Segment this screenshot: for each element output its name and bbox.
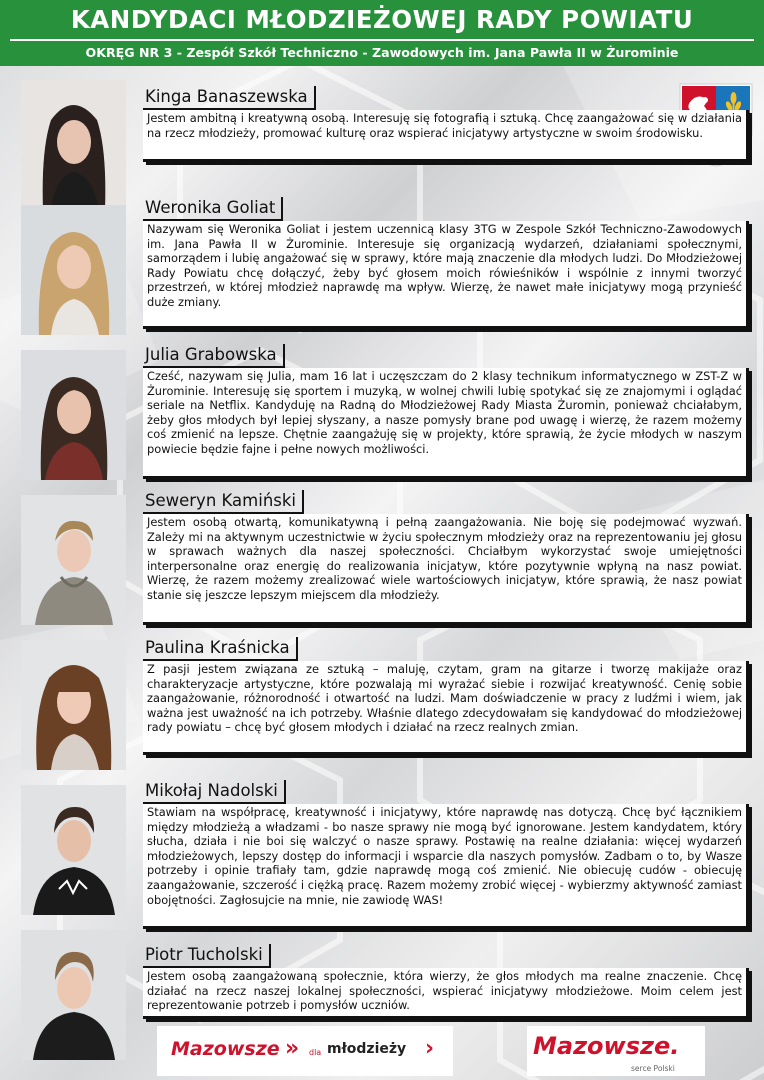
mazowsze-dla-mlodziezy-logo bbox=[157, 1026, 453, 1076]
logo-dla: dla bbox=[309, 1048, 322, 1057]
candidate-name: Kinga Banaszewska bbox=[143, 86, 316, 110]
candidate-photo bbox=[21, 205, 126, 335]
logo-tagline: serce Polski bbox=[631, 1064, 675, 1073]
candidate-name: Weronika Goliat bbox=[143, 197, 283, 221]
candidate-bio: Cześć, nazywam się Julia, mam 16 lat i uczęszczam do 2 klasy technikum informatycznego w ZST-Z w Żurominie. Interesuję się sportem i muzyką, w wolnej chwili lubię spotykać się ze znajomymi i oglądać seriale na Netflix. Kandyduję na Radną do Młodzieżowej Rady Miasta Żuromin, ponieważ chciałabym, żeby głos młodych był lepiej słyszany, a nasze pomysły brane pod uwagę i wierzę, że razem możemy coś zmienić na lepsze. Chętnie zaangażuję się w projekty, które sprawią, że życie młodych w naszym powiecie będzie fajne i pełne nowych możliwości. bbox=[143, 368, 749, 479]
mazowsze-serce-polski-logo bbox=[527, 1026, 705, 1076]
candidate-photo bbox=[21, 80, 126, 210]
candidate-name: Piotr Tucholski bbox=[143, 944, 271, 968]
double-chevron-icon: » bbox=[285, 1036, 300, 1061]
candidate-bio: Stawiam na współpracę, kreatywność i inicjatywy, które naprawdę nas dotyczą. Chcę być łącznikiem między młodzieżą a władzami - bo nasze sprawy nie mogą być ignorowane. Jestem kandydatem, który słucha, działa i nie boi się walczyć o nasze sprawy. Postawię na realne działania: więcej wydarzeń młodzieżowych, lepszy dostęp do informacji i wsparcie dla naszych pomysłów. Zadbam o to, by Wasze potrzeby i opinie trafiały tam, gdzie naprawdę mogą coś zmienić. Nie obiecuję cudów - obiecuję zaangażowanie, szczerość i ciężką pracę. Razem możemy zrobić więcej - wybierzmy aktywność zamiast obojętności. Zagłosujcie na mnie, nie zawiodę WAS! bbox=[143, 804, 749, 929]
candidate-bio: Jestem osobą otwartą, komunikatywną i pełną zaangażowania. Nie boję się podejmować wyzwań. Zależy mi na aktywnym uczestnictwie w życiu społecznym młodzieży oraz na reprezentowaniu jej głosu w sprawach ważnych dla naszej społeczności. Chciałbym wykorzystać swoje umiejętności interpersonalne oraz energię do realizowania inicjatyw, które pozytywnie wpłyną na nasz powiat. Wierzę, że razem możemy zrealizować wiele wartościowych inicjatyw, które sprawią, że nasz powiat stanie się jeszcze lepszym miejscem dla młodzieży. bbox=[143, 514, 749, 625]
candidate-photo bbox=[21, 930, 126, 1060]
title-divider bbox=[10, 39, 754, 41]
header-band bbox=[0, 0, 764, 66]
candidate-bio: Jestem ambitną i kreatywną osobą. Interesuję się fotografią i sztuką. Chcę zaangażować się w działania na rzecz młodzieży, promować kulturę oraz wspierać inicjatywy artystyczne w swoim środowisku. bbox=[143, 110, 749, 162]
candidate-bio: Z pasji jestem związana ze sztuką – maluję, czytam, gram na gitarze i tworzę makijaże oraz charakteryzacje artystyczne, które pozwalają mi wyrażać siebie i rozwijać kreatywność. Cenię sobie zaangażowanie, różnorodność i otwartość na ludzi. Mam doświadczenie w pracy z ludźmi i wiem, jak ważna jest uważność na ich potrzeby. Właśnie dlatego zdecydowałam się kandydować do młodzieżowej rady powiatu – chcę być głosem młodych i działać na rzecz realnych zmian. bbox=[143, 661, 749, 755]
candidate-name: Paulina Kraśnicka bbox=[143, 637, 298, 661]
candidate-bio: Jestem osobą zaangażowaną społecznie, która wierzy, że głos młodych ma realne znaczenie. Chcę działać na rzecz naszej lokalnej społeczności, wspierać inicjatywy młodzieżowe. Moim celem jest reprezentowanie potrzeb i pomysłów uczniów. bbox=[143, 968, 749, 1019]
logo-brand-right: Mazowsze. bbox=[533, 1032, 680, 1060]
logo-mlodziezy: młodzieży bbox=[327, 1041, 407, 1057]
candidate-photo bbox=[21, 785, 126, 915]
candidate-photo bbox=[21, 495, 126, 625]
candidate-name: Mikołaj Nadolski bbox=[143, 780, 286, 804]
candidate-bio: Nazywam się Weronika Goliat i jestem uczennicą klasy 3TG w Zespole Szkół Techniczno-Zawodowych im. Jana Pawła II w Żurominie. Interesuje się organizacją wydarzeń, działaniami społecznymi, samorządem i lubię angażować się w sprawy, które mają znaczenie dla młodych ludzi. Do Młodzieżowej Rady Powiatu chcę dołączyć, żeby być głosem moich rówieśników i wspólnie z innymi tworzyć przestrzeń, w której młodzież naprawdę ma wpływ. Wierzę, że nawet małe inicjatywy mogą przynieść duże zmiany. bbox=[143, 221, 749, 329]
page-title: KANDYDACI MŁODZIEŻOWEJ RADY POWIATU bbox=[70, 5, 694, 34]
candidate-photo bbox=[21, 350, 126, 480]
logo-brand: Mazowsze bbox=[171, 1038, 280, 1060]
chevron-right-icon: › bbox=[425, 1036, 435, 1061]
candidate-photo bbox=[21, 640, 126, 770]
page-subtitle: OKRĘG NR 3 - Zespół Szkół Techniczno - Zawodowych im. Jana Pawła II w Żurominie bbox=[85, 45, 679, 60]
candidate-name: Julia Grabowska bbox=[143, 344, 285, 368]
candidate-name: Seweryn Kamiński bbox=[143, 490, 304, 514]
